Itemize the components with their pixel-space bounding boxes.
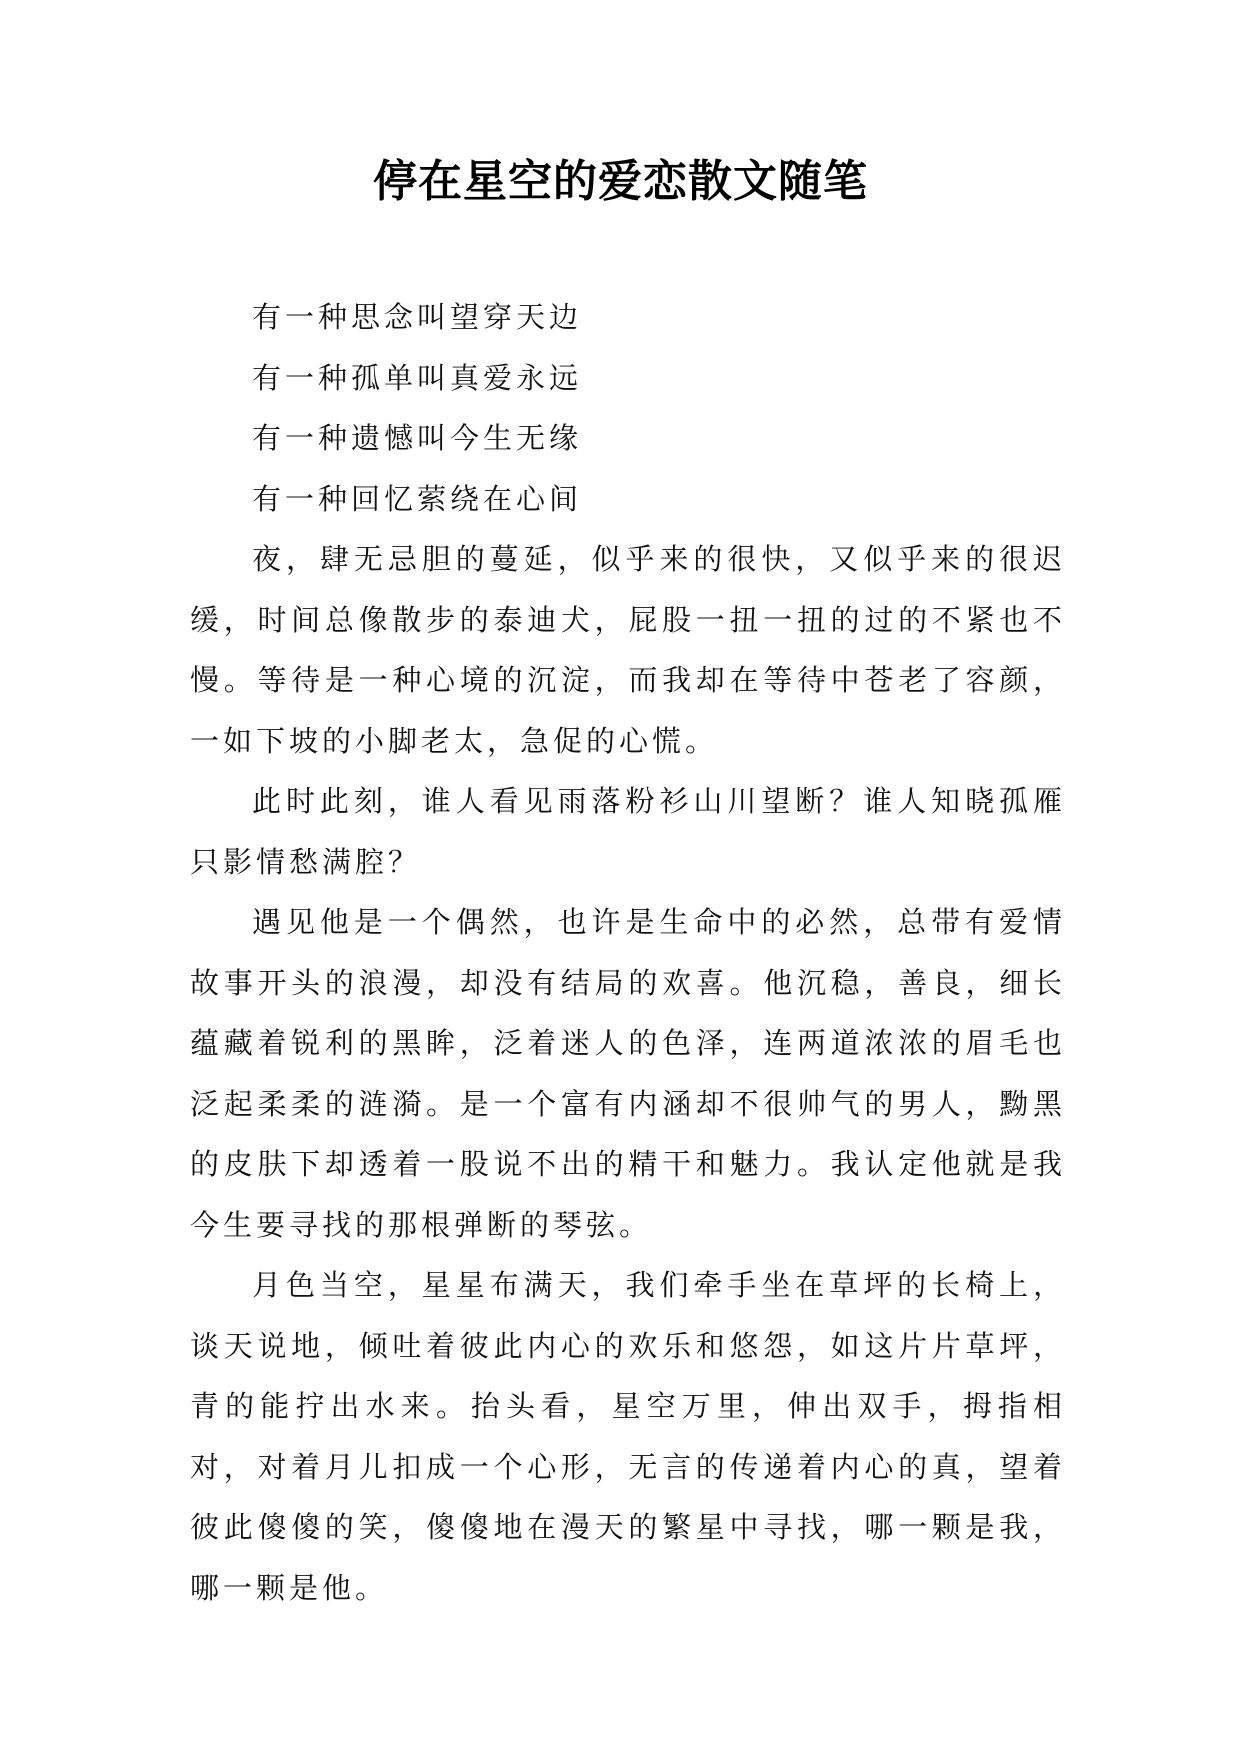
document-body <box>190 287 1066 1618</box>
verse-line: 有一种思念叫望穿天边 <box>252 300 583 334</box>
verse-line: 有一种回忆萦绕在心间 <box>252 481 583 516</box>
document-title: 停在星空的爱恋散文随笔 <box>373 156 868 207</box>
verse-line: 有一种孤单叫真爱永远 <box>252 360 583 395</box>
verse-line: 有一种遗憾叫今生无缘 <box>252 421 583 455</box>
body-paragraph: 月色当空，星星布满天，我们牵手坐在草坪的长椅上，谈天说地，倾吐着彼此内心的欢乐和悠怨，如这片片草坪，青的能拧出水来。抬头看，星空万里，伸出双手，拇指相对，对着月儿扣成一个心形，无言的传递着内心的真，望着彼此傻傻的笑，傻傻地在漫天的繁星中寻找，哪一颗是我，哪一颗是他。 <box>190 1268 1066 1605</box>
body-paragraph: 此时此刻，谁人看见雨落粉衫山川望断？谁人知晓孤雁只影情愁满腔？ <box>190 784 1066 879</box>
body-paragraph: 夜，肆无忌胆的蔓延，似乎来的很快，又似乎来的很迟缓，时间总像散步的泰迪犬，屁股一扭一扭的过的不紧也不慢。等待是一种心境的沉淀，而我却在等待中苍老了容颜，一如下坡的小脚老太，急促的心慌。 <box>190 542 1066 758</box>
body-paragraph: 遇见他是一个偶然，也许是生命中的必然，总带有爱情故事开头的浪漫，却没有结局的欢喜。他沉稳，善良，细长蕴藏着锐利的黑眸，泛着迷人的色泽，连两道浓浓的眉毛也泛起柔柔的涟漪。是一个富有内涵却不很帅气的男人，黝黑的皮肤下却透着一股说不出的精干和魅力。我认定他就是我今生要寻找的那根弹断的琴弦。 <box>190 905 1066 1242</box>
